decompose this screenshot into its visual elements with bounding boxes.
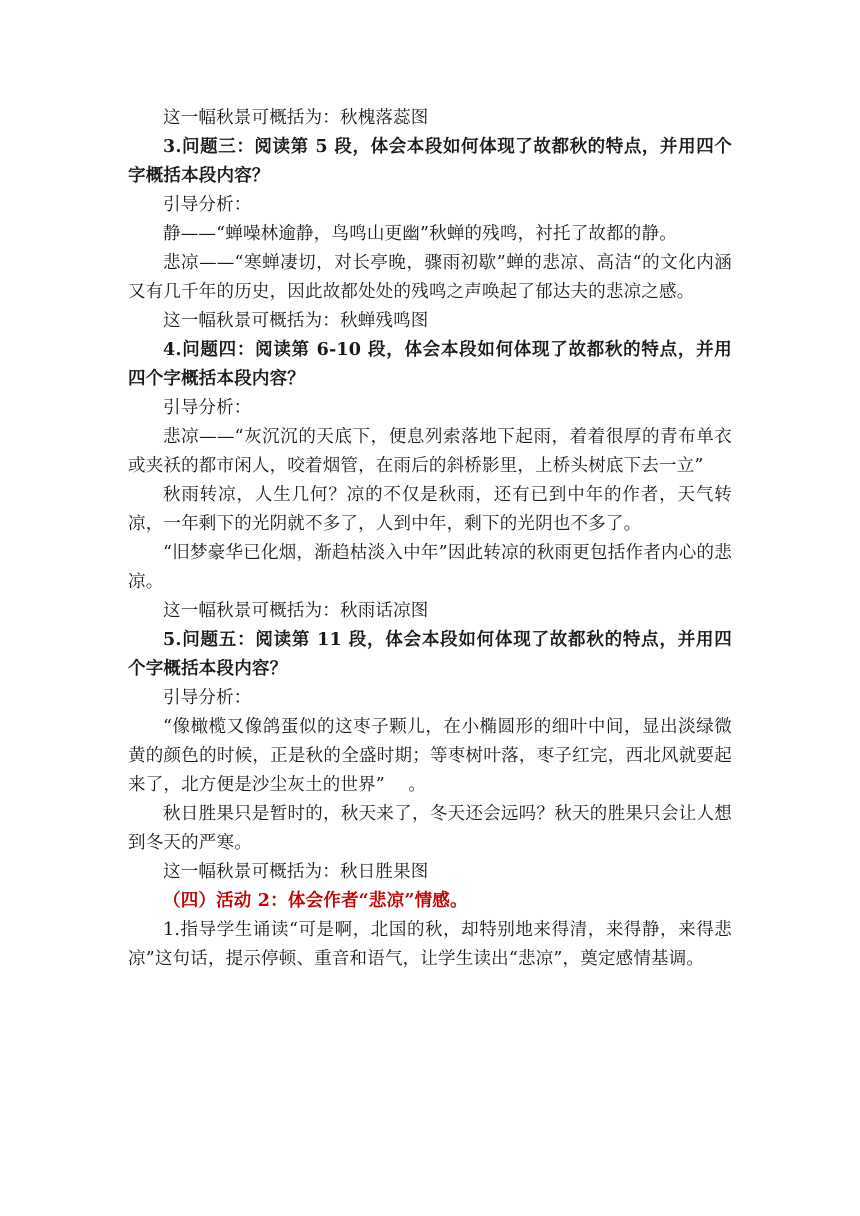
summary-line: 这一幅秋景可概括为：秋雨话凉图 bbox=[163, 601, 429, 621]
question-heading: 3.问题三：阅读第 5 段，体会本段如何体现了故都秋的特点，并用四个字概括本段内容？ bbox=[128, 137, 732, 186]
summary-line: 这一幅秋景可概括为：秋蝉残鸣图 bbox=[163, 311, 429, 331]
analysis-paragraph: 秋雨转凉，人生几何？凉的不仅是秋雨，还有已到中年的作者，天气转凉，一年剩下的光阴就不多了，人到中年，剩下的光阴也不多了。 bbox=[128, 485, 732, 534]
instruction-paragraph: 1.指导学生诵读“可是啊，北国的秋，却特别地来得清，来得静，来得悲凉”这句话，提示停顿、重音和语气，让学生读出“悲凉”，奠定感情基调。 bbox=[128, 920, 732, 969]
analysis-paragraph: “像橄榄又像鸽蛋似的这枣子颗儿，在小椭圆形的细叶中间，显出淡绿微黄的颜色的时候，正是秋的全盛时期；等枣树叶落，枣子红完，西北风就要起来了，北方便是沙尘灰土的世界” 。 bbox=[128, 717, 732, 795]
analysis-paragraph: 悲凉——“灰沉沉的天底下，便息列索落地下起雨，着着很厚的青布单衣或夹袄的都市闲人，咬着烟管，在雨后的斜桥影里，上桥头树底下去一立” bbox=[128, 427, 732, 476]
analysis-paragraph: 悲凉——“寒蝉凄切，对长亭晚，骤雨初歇”蝉的悲凉、高洁“的文化内涵又有几千年的历史，因此故都处处的残鸣之声唤起了郁达夫的悲凉之感。 bbox=[128, 253, 732, 302]
summary-line: 这一幅秋景可概括为：秋槐落蕊图 bbox=[163, 108, 429, 128]
guide-label: 引导分析： bbox=[163, 195, 252, 215]
summary-line: 这一幅秋景可概括为：秋日胜果图 bbox=[163, 862, 429, 882]
question-heading: 5.问题五：阅读第 11 段，体会本段如何体现了故都秋的特点，并用四个字概括本段内容？ bbox=[128, 630, 732, 679]
analysis-paragraph: 秋日胜果只是暂时的，秋天来了，冬天还会远吗？秋天的胜果只会让人想到冬天的严寒。 bbox=[128, 804, 732, 853]
guide-label: 引导分析： bbox=[163, 398, 252, 418]
analysis-paragraph: 静——“蝉噪林逾静，鸟鸣山更幽”秋蝉的残鸣，衬托了故都的静。 bbox=[163, 224, 677, 244]
document-body bbox=[128, 104, 732, 974]
activity-heading: （四）活动 2：体会作者“悲凉”情感。 bbox=[163, 891, 468, 911]
analysis-paragraph: “旧梦豪华已化烟，渐趋枯淡入中年”因此转凉的秋雨更包括作者内心的悲凉。 bbox=[128, 543, 732, 592]
guide-label: 引导分析： bbox=[163, 688, 252, 708]
question-heading: 4.问题四：阅读第 6-10 段，体会本段如何体现了故都秋的特点，并用四个字概括本段内容？ bbox=[128, 340, 732, 389]
